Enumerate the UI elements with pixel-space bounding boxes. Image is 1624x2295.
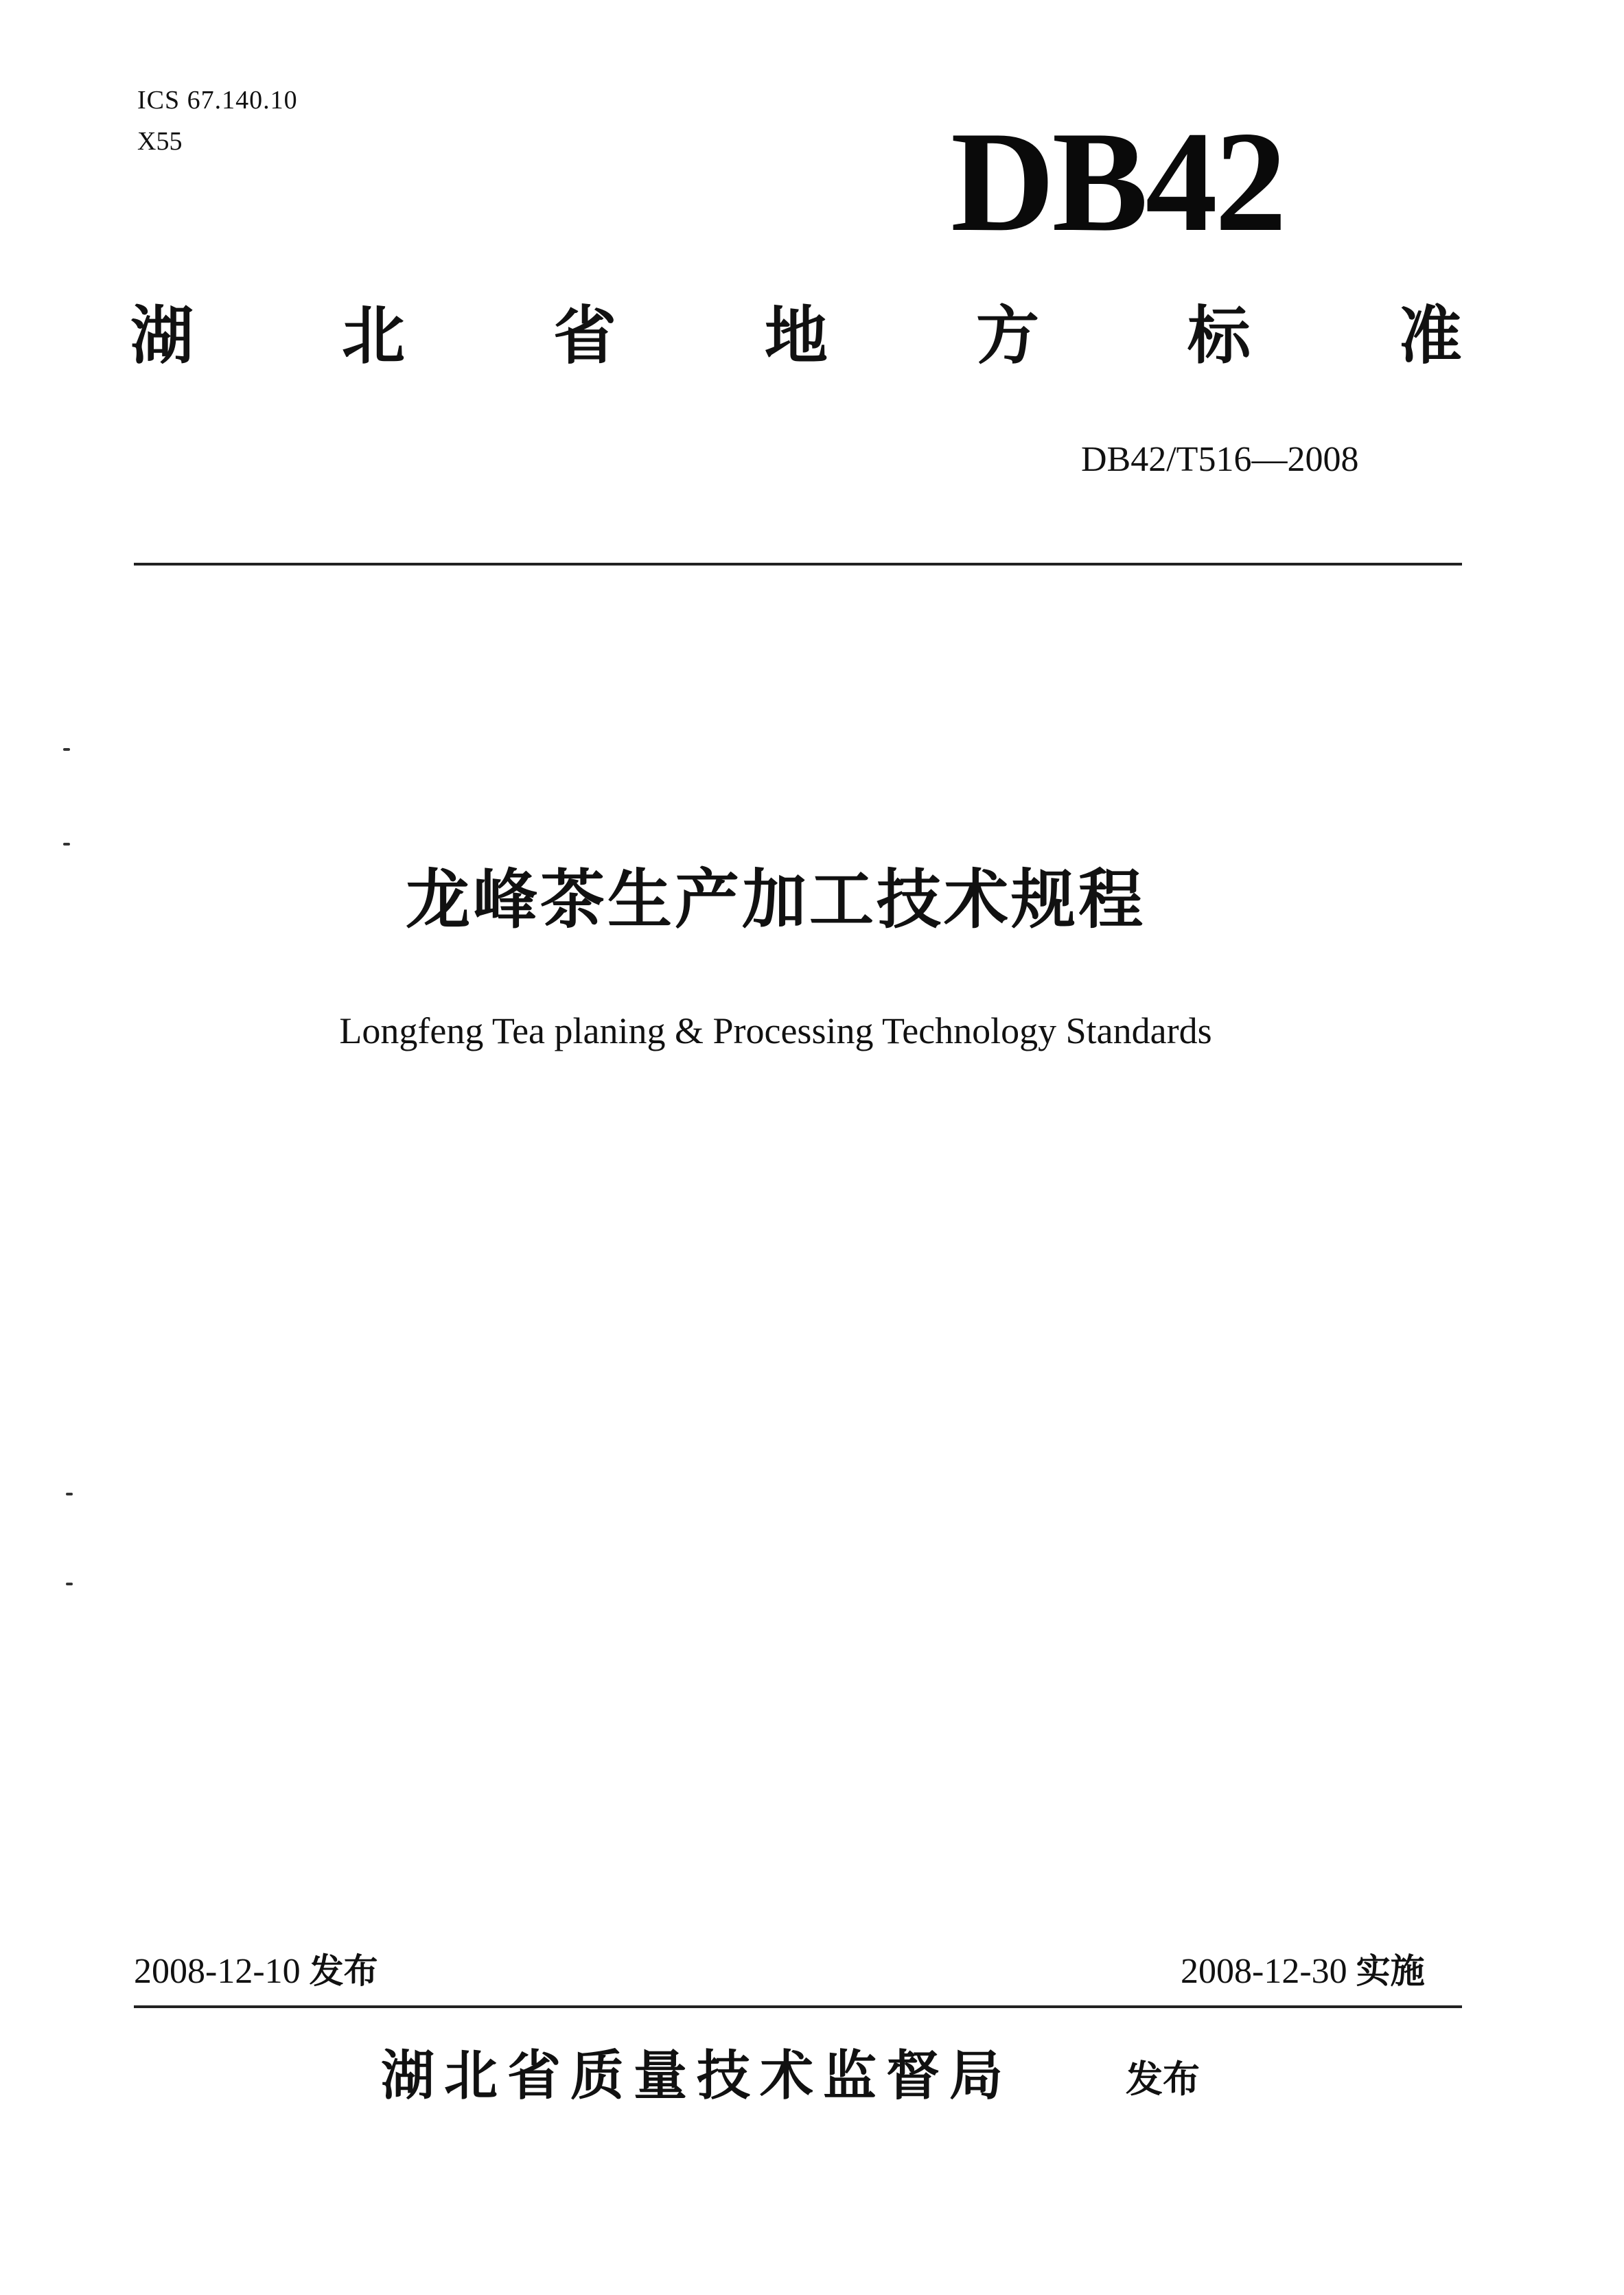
scan-speck	[66, 1493, 73, 1495]
classification-code: X55	[137, 127, 183, 156]
standard-type-char: 准	[1398, 299, 1462, 373]
standard-type-char: 省	[553, 299, 616, 373]
bottom-divider	[134, 2005, 1462, 2008]
issue-date: 2008-12-10	[134, 1952, 301, 1991]
implement-date: 2008-12-30	[1181, 1952, 1347, 1991]
scan-speck	[63, 748, 70, 751]
issuer-suffix: 发布	[1126, 2058, 1200, 2101]
issue-date-line	[134, 1949, 378, 1994]
standard-type-char: 北	[341, 299, 405, 373]
standard-type-char: 湖	[130, 299, 194, 373]
implement-label: 实施	[1356, 1951, 1425, 1991]
standard-type-char: 方	[975, 299, 1039, 373]
title-english: Longfeng Tea planing & Processing Technology Standards	[339, 1010, 1212, 1051]
ics-code: ICS 67.140.10	[137, 86, 298, 115]
implement-date-line	[1181, 1949, 1425, 1994]
title-chinese: 龙峰茶生产加工技术规程	[405, 863, 1146, 937]
standard-type-heading	[130, 295, 1462, 377]
standard-logo: DB42	[951, 102, 1284, 261]
top-divider	[134, 563, 1462, 566]
scan-speck	[66, 1583, 73, 1585]
standard-type-char: 地	[764, 299, 828, 373]
issuer-name: 湖北省质量技术监督局	[381, 2045, 1013, 2107]
standard-number: DB42/T516—2008	[1081, 440, 1359, 479]
issue-label: 发布	[309, 1951, 378, 1991]
scan-speck	[63, 843, 70, 846]
standard-type-char: 标	[1187, 299, 1251, 373]
